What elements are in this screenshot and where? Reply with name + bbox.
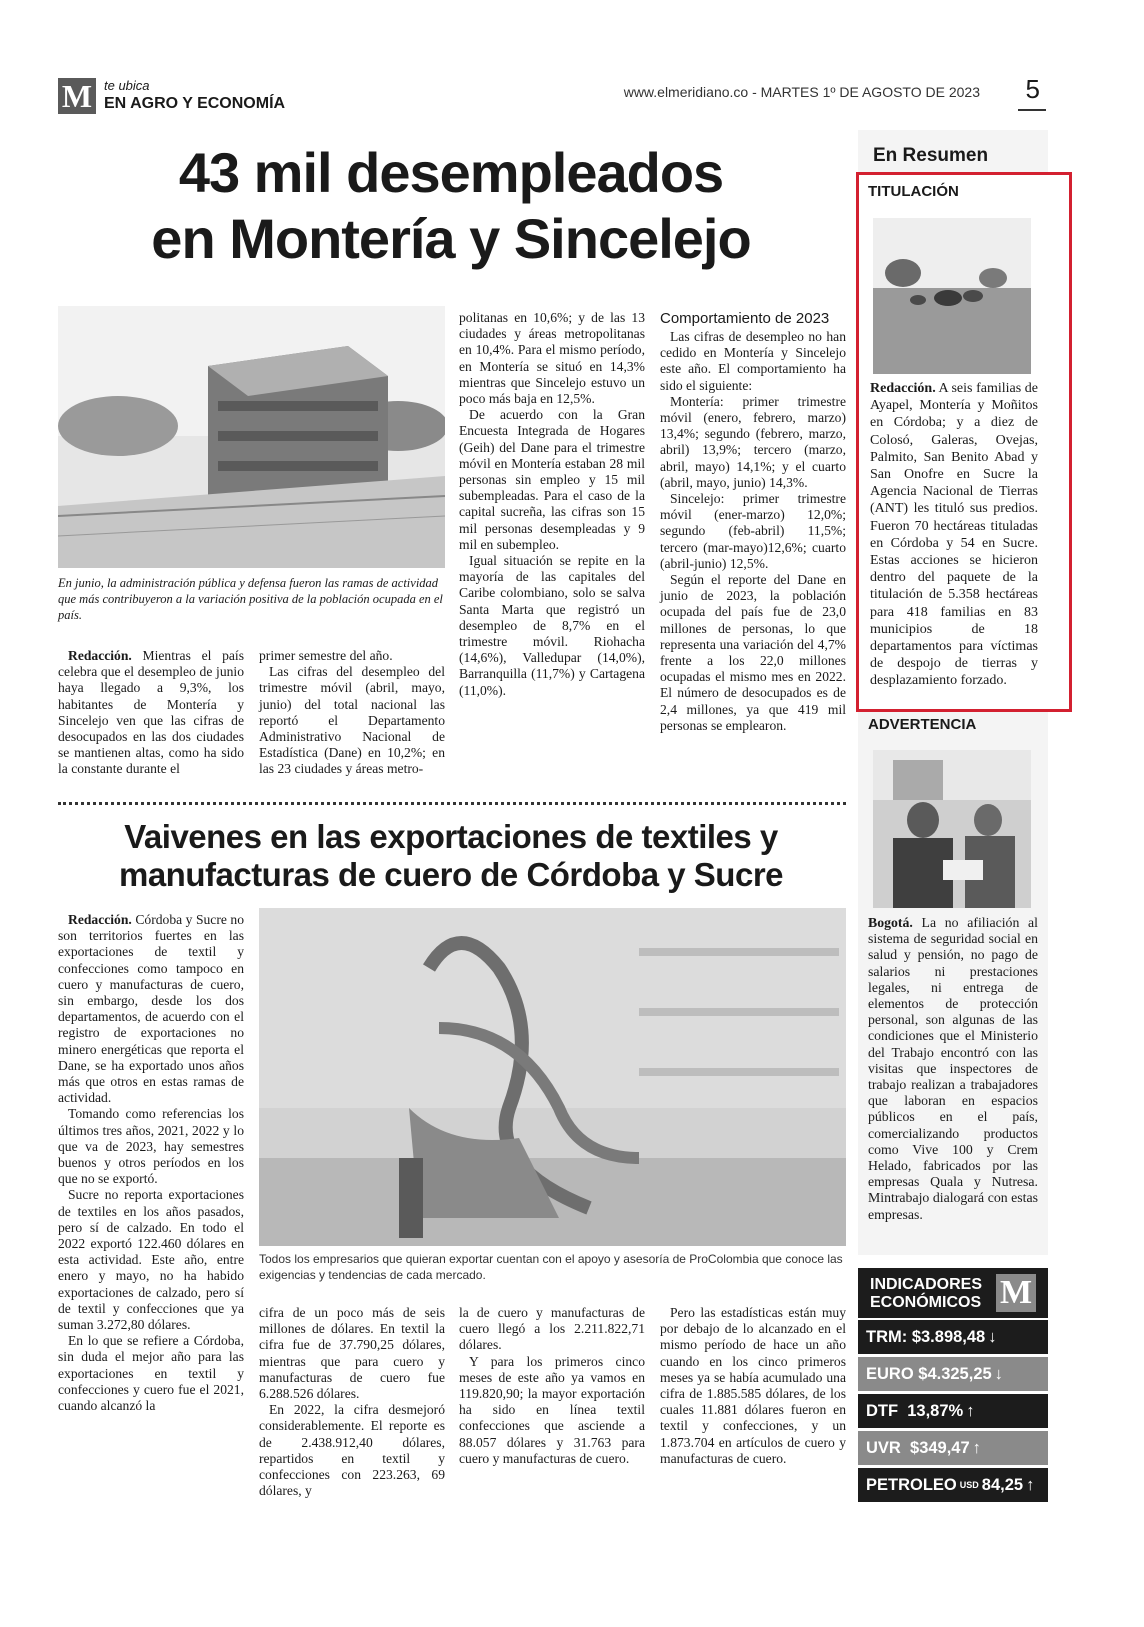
indicators-title-line2: ECONÓMICOS [870, 1294, 982, 1311]
indicator-dtf [858, 1394, 1048, 1428]
indicator-euro-label: EURO [866, 1364, 914, 1383]
advertencia-photo [873, 750, 1031, 908]
article1-photo [58, 306, 445, 568]
article1-byline: Redacción. [68, 648, 132, 663]
indicator-petroleo [858, 1468, 1048, 1502]
indicator-petroleo-label: PETROLEO [866, 1475, 957, 1494]
titulacion-body: A seis familias de Ayapel, Montería y Moñitos en Córdoba; y a diez de Colosó, Galeras, Ovejas, Palmito, San Benito Abad y San Onofre en Sucre la Agencia Nacional de Tierras (ANT) les tituló sus predios. Fueron 70 hectáreas tituladas en Córdoba y 54 en Sucre. Estas acciones se hicieron dentro del paquete de la titulación de 5.358 hectáreas para 418 familias en 83 municipios de 18 departamentos para víctimas de despojo de tierras y desplazamiento forzado. [870, 381, 1038, 689]
article1-col3-p1: politanas en 10,6%; y de las 13 ciudades y áreas metropolitanas en 10,4%. Para el mismo período, en Montería se situó en 14,3% mientras que Sincelejo estuvo un poco más baja en 12,5%. [459, 310, 645, 407]
shoe-image [259, 908, 846, 1246]
indicators-title-line1: INDICADORES [870, 1276, 983, 1293]
site-and-date: www.elmeridiano.co - MARTES 1º DE AGOSTO DE 2023 [623, 84, 980, 100]
arrow-up-icon: ↑ [972, 1438, 981, 1457]
article1-headline-line2: en Montería y Sincelejo [151, 207, 751, 270]
article1-col3 [459, 310, 645, 699]
indicator-euro-value: $4.325,25 [918, 1364, 992, 1383]
article1-photo-caption: En junio, la administración pública y defensa fueron las ramas de actividad que más contribuyeron a la variación positiva de la población ocupada en el país. [58, 576, 443, 622]
advertencia-heading: ADVERTENCIA [868, 716, 977, 733]
article1-col2 [259, 648, 445, 778]
article1-col2-p1: primer semestre del año. [259, 648, 393, 663]
titulacion-photo [873, 218, 1031, 374]
article1-col3-p3: Igual situación se repite en la mayoría de las capitales del Caribe colombiano, solo se salva Santa Marta que registró un desempleo de 8,7% en el trimestre móvil. Riohacha (14,6%), Valledupar (14,0%), Barranquilla (11,7%) y Cartagena (11,0%). [459, 553, 645, 698]
article2-col1-p3: Sucre no reporta exportaciones de textiles en los años pasados, pero sí de calzado. En todo el 2022 exportó 122.460 dólares en esta actividad. Este año, entre enero y mayo, no ha habido exportaciones de calzado, pero sí de textil y confecciones que ya suman 3.272,80 dólares. [58, 1187, 244, 1333]
article2-photo-caption: Todos los empresarios que quieran exportar cuentan con el apoyo y asesoría de ProColombia que conoce las exigencias y tendencias de cada mercado. [259, 1252, 843, 1282]
article1-col3-p2: De acuerdo con la Gran Encuesta Integrada de Hogares (Geih) del Dane para el trimestre móvil en Montería estaban 28 mil personas sin empleo y 15 mil subempleadas. Para el caso de la capital sucreña, las cifras son 15 mil personas desempleadas y 9 mil en subempleo. [459, 407, 645, 552]
inspectors-image [873, 750, 1031, 908]
article2-col1-p4: En lo que se refiere a Córdoba, sin duda el mejor año para las exportaciones en textil y confecciones y cuero fue el 2021, cuando alcanzó la [58, 1333, 244, 1414]
titulacion-byline: Redacción. [870, 381, 936, 396]
article2-col1-p1: Córdoba y Sucre no son territorios fuertes en las exportaciones de textil y confecciones como tampoco en cuero y manufacturas de cuero, sin embargo, desde los dos departamentos, de acuerdo con el registro de exportaciones no minero energéticas que reporta el Dane, se ha exportado unos años más que otros en estas ramas de actividad. [58, 912, 244, 1106]
masthead [58, 74, 1048, 120]
article2-col4-p1: Pero las estadísticas están muy por debajo de lo alcanzado en el mismo período de hace un año cuando en los cinco primeros meses ya se había acumulado una cifra de 1.885.585 dólares, de los cuales 11.881 dólares fueron en textil y confecciones, y un 1.873.704 en artículos de cuero y manufacturas de cuero. [660, 1305, 846, 1466]
titulacion-text [870, 380, 1038, 690]
article1-col4 [660, 310, 846, 734]
indicator-uvr-label: UVR [866, 1438, 901, 1457]
indicator-uvr [858, 1431, 1048, 1465]
masthead-logo: M [58, 78, 96, 114]
advertencia-byline: Bogotá. [868, 915, 913, 930]
titulacion-heading: TITULACIÓN [868, 183, 959, 200]
article1-headline-line1: 43 mil desempleados [178, 141, 724, 204]
arrow-up-icon: ↑ [966, 1401, 975, 1420]
article2-headline [56, 818, 846, 894]
cattle-field-image [873, 218, 1031, 374]
indicator-dtf-value: 13,87% [907, 1401, 964, 1420]
article2-col3-p1: la de cuero y manufacturas de cuero llegó a los 2.211.822,71 dólares. [459, 1305, 645, 1353]
indicator-petroleo-value: 84,25 [981, 1475, 1024, 1494]
indicators-panel [858, 1268, 1048, 1504]
indicators-header [858, 1268, 1048, 1318]
indicators-logo: M [996, 1274, 1036, 1312]
article2-col2-p2: En 2022, la cifra desmejoró considerablemente. El reporte es de 2.438.912,40 dólares, repartidos en textil y confecciones con 223.263, 69 dólares, y [259, 1402, 445, 1499]
article-separator [58, 802, 846, 805]
article2-col4 [660, 1305, 846, 1467]
article1-headline [56, 140, 846, 272]
advertencia-text [868, 915, 1038, 1223]
article1-col2-p2: Las cifras del desempleo del trimestre móvil (abril, mayo, junio) del total nacional las reportó el Departamento Administrativo Nacional de Estadística (Dane) en 10,2%; en las 23 ciudades y áreas metro- [259, 664, 445, 777]
sidebar-title: En Resumen [873, 145, 989, 166]
arrow-down-icon: ↓ [988, 1327, 997, 1346]
article2-col3 [459, 1305, 645, 1467]
article2-col1-p2: Tomando como referencias los últimos tres años, 2021, 2022 y lo que va de 2023, hay semestres buenos y otros períodos en los que no se exportó. [58, 1106, 244, 1187]
advertencia-body: La no afiliación al sistema de seguridad social en salud y pensión, no pago de salarios ni prestaciones legales, ni entrega de elementos de protección personal, son algunas de las condiciones que el Ministerio del Trabajo encontró con las visitas que inspectores de trabajo realizan a trabajadores que laboran en espacios públicos en el país, comercializando productos como Vive 100 y Crem Helado, fabricados por las empresas Quala y Nutresa. Mintrabajo dialogará con estas empresas. [868, 915, 1038, 1222]
article1-col1-text: Mientras el país celebra que el desempleo de junio haya llegado a 9,3%, los habitantes de Montería y Sincelejo ven que las cifras de desocupados en las dos ciudades se mantienen altas, como ha sido la constante durante el [58, 648, 244, 777]
arrow-up-icon: ↑ [1026, 1475, 1035, 1494]
page-number-rule [1018, 109, 1046, 111]
article2-col2-p1: cifra de un poco más de seis millones de dólares. En textil la cifra fue de 37.790,25 dólares, mientras que para cuero y manufacturas de cuero fue 6.288.526 dólares. [259, 1305, 445, 1402]
article2-col1 [58, 912, 244, 1414]
indicator-euro [858, 1357, 1048, 1391]
indicator-trm-label: TRM: [866, 1327, 908, 1346]
indicator-dtf-label: DTF [866, 1401, 899, 1420]
article1-col4-p2: Montería: primer trimestre móvil (enero, febrero, marzo) 13,4%; segundo (febrero, marzo, abril) 13,9%; tercero (marzo, abril, mayo) 14,1%; y el cuarto (abril, mayo, junio) 14,3%. [660, 393, 846, 490]
indicator-trm [858, 1320, 1048, 1354]
section-title: EN AGRO Y ECONOMÍA [104, 95, 286, 112]
indicator-petroleo-unit: USD [959, 1480, 979, 1490]
article2-photo [259, 908, 846, 1246]
building-image [58, 306, 445, 568]
arrow-down-icon: ↓ [994, 1364, 1003, 1383]
article2-col2 [259, 1305, 445, 1499]
article2-headline-line1: Vaivenes en las exportaciones de textiles y [124, 818, 778, 855]
page-number: 5 [1025, 74, 1040, 104]
article1-col4-p3: Sincelejo: primer trimestre móvil (ener-marzo) 12,0%; segundo (feb-abril) 11,5%; tercero (mar-mayo)12,6%; cuarto (abril-junio) 12,5%. [660, 491, 846, 571]
article1-col4-p1: Las cifras de desempleo no han cedido en Montería y Sincelejo este año. El comportamiento ha sido el siguiente: [660, 329, 846, 393]
indicator-uvr-value: $349,47 [910, 1438, 970, 1457]
masthead-tagline: te ubica [104, 78, 150, 93]
article2-byline: Redacción. [68, 912, 132, 927]
indicator-trm-value: $3.898,48 [911, 1327, 986, 1346]
article1-subhead: Comportamiento de 2023 [660, 310, 830, 327]
article1-col4-p4: Según el reporte del Dane en junio de 2023, la población ocupada del país fue de 23,0 millones de personas, lo que representa una variación del 4,7% frente a los 22,0 millones ocupadas el mismo mes en 2022. El número de desocupados es de 2,4 millones, ya que 419 mil personas se emplearon. [660, 572, 846, 733]
article2-col3-p2: Y para los primeros cinco meses de este año ya vamos en 119.820,90; la mayor exportación ha sido en línea textil confecciones que asciende a 88.057 dólares y 31.763 para cuero y manufacturas de cuero. [459, 1353, 645, 1466]
article2-headline-line2: manufacturas de cuero de Córdoba y Sucre [118, 856, 784, 893]
article1-col1 [58, 648, 244, 778]
